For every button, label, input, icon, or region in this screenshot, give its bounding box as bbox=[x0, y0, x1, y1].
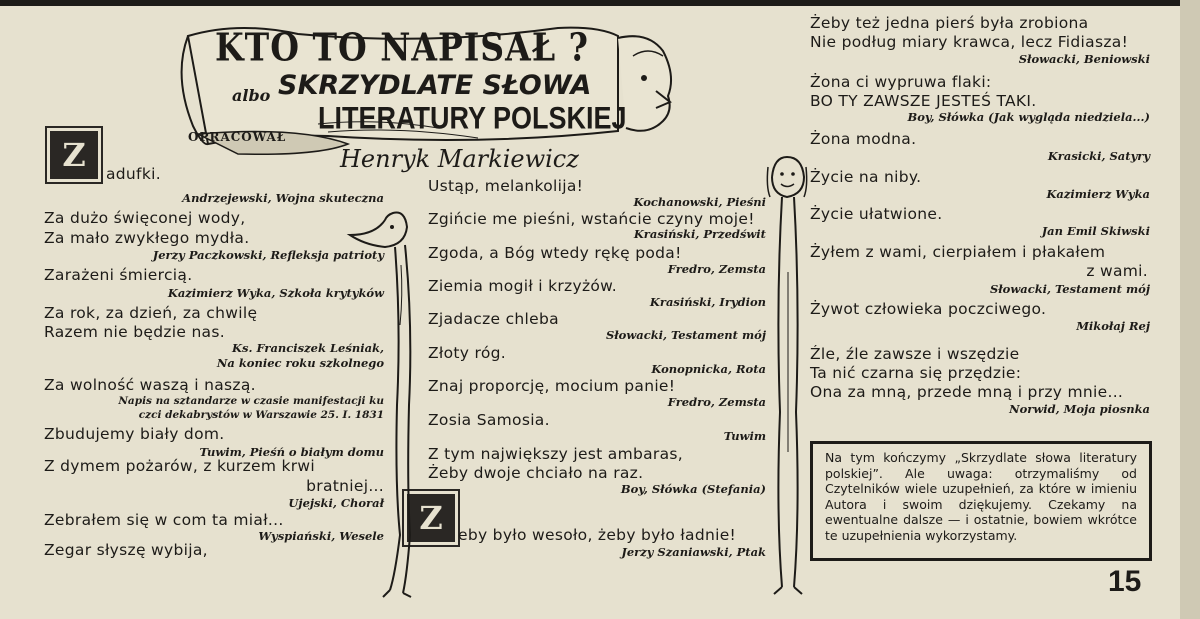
quote-text: Zebrałem się w com ta miał... bbox=[44, 511, 284, 529]
quote-text: bratniej... bbox=[306, 477, 384, 495]
quote-text: Zgińcie me pieśni, wstańcie czyny moje! bbox=[428, 210, 755, 228]
closing-notice-box bbox=[810, 441, 1152, 561]
quote-text: Zjadacze chleba bbox=[428, 310, 559, 328]
quote-attribution: Boy, Słówka (Jak wygląda niedziela...) bbox=[907, 110, 1150, 124]
quote-text: Z dymem pożarów, z kurzem krwi bbox=[44, 457, 316, 475]
quote-text: Żona modna. bbox=[810, 130, 917, 148]
quote-attribution: Fredro, Zemsta bbox=[667, 262, 766, 276]
quote-attribution: Boy, Słówka (Stefania) bbox=[620, 482, 766, 496]
top-border bbox=[0, 0, 1200, 6]
quote-attribution: Andrzejewski, Wojna skuteczna bbox=[182, 191, 384, 205]
quote-text: Ustąp, melankolija! bbox=[428, 177, 584, 195]
header-albo: albo bbox=[232, 86, 271, 105]
quote-attribution: Jerzy Paczkowski, Refleksja patrioty bbox=[152, 248, 384, 262]
quote-text: Żeby dwoje chciało na raz. bbox=[428, 464, 644, 482]
quote-attribution: Tuwim, Pieśń o białym domu bbox=[199, 445, 384, 459]
quote-attribution: Ujejski, Chorał bbox=[288, 496, 384, 510]
quote-text: Żyłem z wami, cierpiałem i płakałem bbox=[810, 243, 1106, 261]
page-edge bbox=[1180, 0, 1200, 619]
quote-attribution: Wyspiański, Wesele bbox=[258, 529, 384, 543]
quote-attribution: Konopnicka, Rota bbox=[651, 362, 766, 376]
quote-attribution: Fredro, Zemsta bbox=[667, 395, 766, 409]
quote-attribution: Mikołaj Rej bbox=[1076, 319, 1150, 333]
quote-attribution: Krasicki, Satyry bbox=[1047, 149, 1150, 163]
quote-text: Zegar słyszę wybija, bbox=[44, 541, 208, 559]
quote-text: Źle, źle zawsze i wszędzie bbox=[810, 345, 1020, 363]
quote-attribution: Tuwim bbox=[723, 429, 766, 443]
header-author: Henryk Markiewicz bbox=[340, 145, 579, 173]
header-opracowal: OPRACOWAŁ bbox=[188, 130, 287, 144]
quote-attribution: Słowacki, Testament mój bbox=[989, 282, 1150, 296]
quote-text: Za wolność waszą i naszą. bbox=[44, 376, 256, 394]
quote-text: Żywot człowieka poczciwego. bbox=[810, 300, 1047, 318]
quote-text: z wami. bbox=[1086, 262, 1148, 280]
header-title-line2: SKRZYDLATE SŁOWA bbox=[278, 70, 592, 101]
quote-text: Żeby też jedna pierś była zrobiona bbox=[810, 14, 1089, 32]
quote-text: Z tym największy jest ambaras, bbox=[428, 445, 683, 463]
quote-text: Za rok, za dzień, za chwilę bbox=[44, 304, 258, 322]
quote-attribution: Jan Emil Skiwski bbox=[1041, 224, 1150, 238]
closing-notice-text: Na tym kończymy „Skrzydlate słowa literatury polskiej”. Ale uwaga: otrzymaliśmy od Czytelników wiele uzupełnień, za które w imieniu Autora i swoim dziękujemy. Czekamy na ewentualne dalsze — i ostatnie, bowiem wkrótce te uzupełnienia wykorzystamy. bbox=[825, 450, 1137, 543]
quote-attribution: Jerzy Szaniawski, Ptak bbox=[621, 545, 766, 559]
quote-attribution: Ks. Franciszek Leśniak, bbox=[231, 341, 384, 355]
header-title-line1: KTO TO NAPISAŁ ? bbox=[215, 25, 589, 70]
quote-text: BO TY ZAWSZE JESTEŚ TAKI. bbox=[810, 92, 1037, 110]
quote-text: Życie ułatwione. bbox=[810, 205, 943, 223]
quote-text: Ta nić czarna się przędzie: bbox=[810, 364, 1022, 382]
quote-attribution: Słowacki, Beniowski bbox=[1018, 52, 1150, 66]
quote-attribution: Kazimierz Wyka bbox=[1046, 187, 1150, 201]
quote-attribution: Krasiński, Przedświt bbox=[633, 227, 766, 241]
quote-text: Nie podług miary krawca, lecz Fidiasza! bbox=[810, 33, 1129, 51]
quote-text: eby było wesoło, żeby było ładnie! bbox=[458, 526, 737, 544]
quote-note: czci dekabrystów w Warszawie 25. I. 1831 bbox=[138, 409, 384, 421]
quote-text: Zarażeni śmiercią. bbox=[44, 266, 193, 284]
quote-text: Znaj proporcję, mocium panie! bbox=[428, 377, 676, 395]
quote-attribution: Na koniec roku szkolnego bbox=[216, 356, 384, 370]
smiling-figure-illustration bbox=[762, 152, 812, 597]
quote-text: Ona za mną, przede mną i przy mnie... bbox=[810, 383, 1124, 401]
initial-letter-first: Z bbox=[45, 126, 103, 184]
quote-text: Ziemia mogił i krzyżów. bbox=[428, 277, 617, 295]
quote-note: Napis na sztandarze w czasie manifestacji ku bbox=[118, 395, 384, 407]
quote-text: Razem nie będzie nas. bbox=[44, 323, 225, 341]
quote-text: Złoty róg. bbox=[428, 344, 506, 362]
quote-text: adufki. bbox=[106, 165, 161, 183]
quote-attribution: Słowacki, Testament mój bbox=[605, 328, 766, 342]
quote-text: Życie na niby. bbox=[810, 168, 922, 186]
initial-letter-second: Z bbox=[402, 489, 460, 547]
quote-text: Żona ci wypruwa flaki: bbox=[810, 73, 992, 91]
header-title-line3: LITERATURY POLSKIEJ bbox=[318, 100, 627, 136]
quote-attribution: Norwid, Moja piosnka bbox=[1009, 402, 1150, 416]
page-number: 15 bbox=[1108, 565, 1142, 598]
quote-text: Zgoda, a Bóg wtedy rękę poda! bbox=[428, 244, 682, 262]
quote-attribution: Kazimierz Wyka, Szkoła krytyków bbox=[167, 286, 384, 300]
quote-text: Zbudujemy biały dom. bbox=[44, 425, 225, 443]
quote-text: Zosia Samosia. bbox=[428, 411, 550, 429]
quote-text: Za mało zwykłego mydła. bbox=[44, 229, 250, 247]
quote-text: Za dużo święconej wody, bbox=[44, 209, 246, 227]
quote-attribution: Krasiński, Irydion bbox=[649, 295, 766, 309]
quote-attribution: Kochanowski, Pieśni bbox=[633, 195, 766, 209]
